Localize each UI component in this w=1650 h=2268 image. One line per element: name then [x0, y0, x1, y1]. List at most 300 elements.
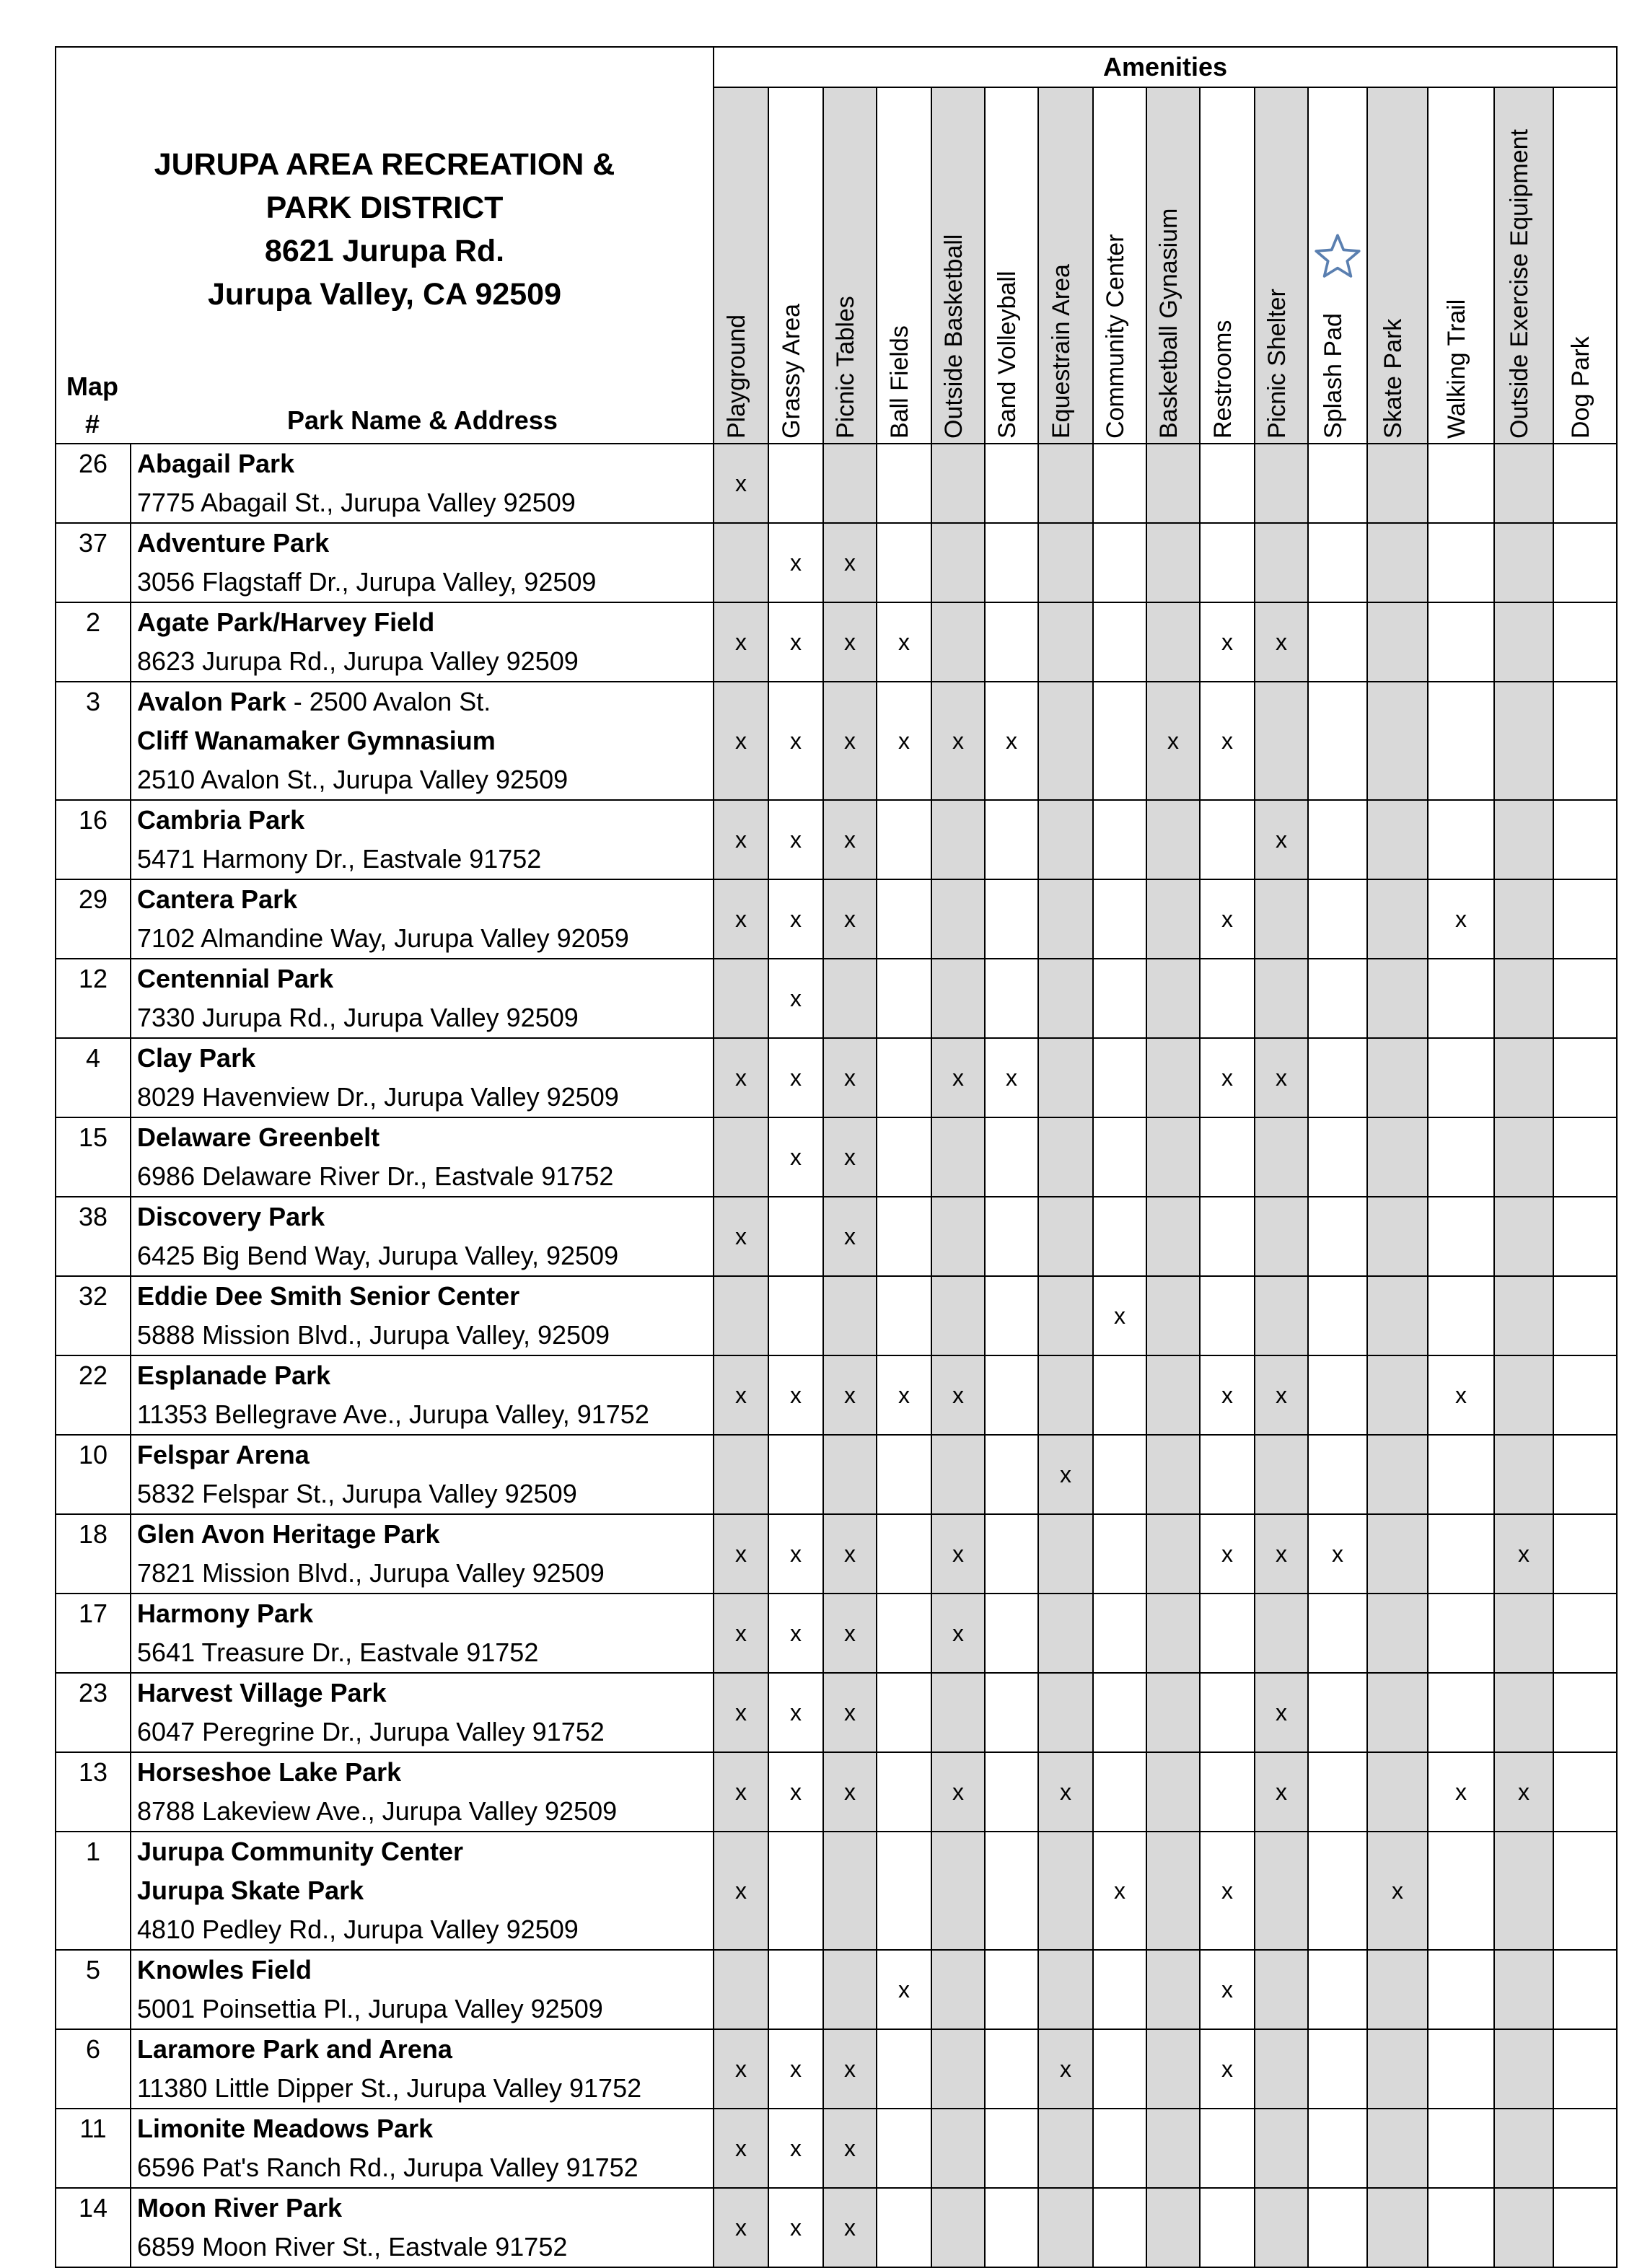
district-header: [56, 47, 714, 444]
amenity-cell: [768, 879, 823, 959]
amenity-cell: [1428, 1673, 1494, 1752]
table-row: [56, 2109, 1617, 2188]
amenity-cell: [1093, 602, 1146, 682]
amenity-cell: [714, 523, 768, 602]
amenity-mark: x: [735, 1778, 747, 1805]
amenity-mark: x: [844, 905, 856, 932]
column-label: Splash Pad: [1320, 313, 1347, 439]
amenity-cell: [1553, 879, 1617, 959]
amenity-cell: [1146, 1197, 1200, 1276]
amenity-cell: [1428, 879, 1494, 959]
amenity-mark: x: [1114, 1877, 1125, 1904]
table-row: [56, 1752, 1617, 1832]
amenities-document: [55, 46, 1616, 2268]
park-name-address: [131, 1950, 714, 2029]
name-line: [137, 1951, 713, 1990]
amenity-cell: [1367, 1832, 1428, 1950]
amenity-cell: [1367, 1197, 1428, 1276]
amenity-cell: [1200, 959, 1255, 1038]
amenity-cell: [768, 2029, 823, 2109]
amenity-cell: [1255, 1435, 1308, 1514]
amenity-cell: [714, 1197, 768, 1276]
amenity-cell: [1146, 959, 1200, 1038]
amenity-cell: [714, 444, 768, 523]
amenity-cell: [985, 800, 1038, 879]
amenity-cell: [1553, 2188, 1617, 2267]
amenity-cell: [1308, 682, 1367, 800]
amenity-mark: x: [735, 1540, 747, 1567]
amenity-cell: [1200, 1038, 1255, 1117]
amenity-cell: [823, 1673, 877, 1752]
amenity-cell: [985, 1950, 1038, 2029]
name-line: [137, 563, 713, 602]
amenity-cell: [1494, 1197, 1553, 1276]
amenity-cell: [1553, 959, 1617, 1038]
amenity-cell: [1367, 1117, 1428, 1197]
amenity-cell: [931, 1514, 985, 1594]
amenity-cell: [931, 800, 985, 879]
park-address: 5471 Harmony Dr., Eastvale 91752: [137, 844, 542, 874]
amenity-cell: [823, 1594, 877, 1673]
map-number: 23: [56, 1673, 131, 1752]
amenity-cell: [768, 682, 823, 800]
amenity-mark: x: [1221, 905, 1233, 932]
amenity-mark: x: [1167, 727, 1179, 754]
amenity-cell: [714, 1752, 768, 1832]
amenity-cell: [714, 682, 768, 800]
map-number: 29: [56, 879, 131, 959]
park-name: Discovery Park: [137, 1202, 325, 1231]
amenity-cell: [768, 1117, 823, 1197]
amenity-mark: x: [844, 2055, 856, 2082]
amenity-cell: [768, 1355, 823, 1435]
name-line: [137, 1792, 713, 1831]
name-line: [137, 2228, 713, 2267]
table-row: [56, 1832, 1617, 1950]
amenity-cell: [877, 682, 931, 800]
park-name-address: [131, 800, 714, 879]
map-number: 32: [56, 1276, 131, 1355]
amenity-cell: [1200, 602, 1255, 682]
amenity-mark: x: [790, 628, 802, 655]
amenity-cell: [1146, 1950, 1200, 2029]
amenity-cell: [1093, 2109, 1146, 2188]
name-line: [137, 1554, 713, 1593]
name-line: [137, 1277, 713, 1316]
map-number: 22: [56, 1355, 131, 1435]
map-number: 2: [56, 602, 131, 682]
column-header-walking-trail: [1428, 87, 1494, 444]
amenity-cell: [1038, 1594, 1093, 1673]
amenity-cell: [768, 602, 823, 682]
amenity-cell: [1308, 1038, 1367, 1117]
amenity-cell: [714, 1832, 768, 1950]
amenity-cell: [1428, 2109, 1494, 2188]
name-line: [137, 1713, 713, 1751]
column-label: Walking Trail: [1443, 299, 1470, 439]
amenity-cell: [985, 1276, 1038, 1355]
name-line: [137, 801, 713, 840]
amenity-cell: [1146, 800, 1200, 879]
amenity-cell: [1428, 2188, 1494, 2267]
amenity-cell: [1200, 1117, 1255, 1197]
amenity-mark: x: [735, 1223, 747, 1249]
amenity-cell: [1255, 1673, 1308, 1752]
park-name-address: [131, 1832, 714, 1950]
amenity-cell: [1428, 800, 1494, 879]
amenity-cell: [768, 444, 823, 523]
amenity-cell: [1367, 959, 1428, 1038]
park-name-address: [131, 1197, 714, 1276]
map-number: 16: [56, 800, 131, 879]
amenity-cell: [823, 1752, 877, 1832]
amenity-mark: x: [735, 727, 747, 754]
amenity-mark: x: [844, 2214, 856, 2241]
amenity-cell: [877, 523, 931, 602]
amenity-cell: [1146, 1594, 1200, 1673]
amenity-mark: x: [790, 2214, 802, 2241]
amenity-cell: [1428, 1752, 1494, 1832]
amenity-mark: x: [1392, 1877, 1403, 1904]
amenity-cell: [985, 2188, 1038, 2267]
amenity-cell: [1428, 1514, 1494, 1594]
name-line: [137, 1633, 713, 1672]
park-address: 6047 Peregrine Dr., Jurupa Valley 91752: [137, 1717, 605, 1746]
park-name: Delaware Greenbelt: [137, 1122, 380, 1152]
map-number-header: [66, 368, 118, 443]
name-line: [137, 1356, 713, 1395]
amenity-cell: [1255, 1276, 1308, 1355]
amenity-cell: [1038, 444, 1093, 523]
amenity-cell: [985, 1038, 1038, 1117]
amenity-cell: [985, 1752, 1038, 1832]
amenity-cell: [1093, 800, 1146, 879]
amenity-cell: [1308, 2029, 1367, 2109]
amenity-cell: [1428, 602, 1494, 682]
amenity-cell: [714, 1594, 768, 1673]
amenity-cell: [823, 879, 877, 959]
amenity-cell: [1255, 1355, 1308, 1435]
amenity-cell: [931, 602, 985, 682]
amenity-mark: x: [1006, 727, 1017, 754]
amenity-mark: x: [844, 1143, 856, 1170]
amenity-cell: [1093, 1276, 1146, 1355]
park-address: 11380 Little Dipper St., Jurupa Valley 91752: [137, 2073, 642, 2103]
park-name-address: [131, 602, 714, 682]
amenity-cell: [1428, 1950, 1494, 2029]
map-number: 18: [56, 1514, 131, 1594]
amenity-cell: [1494, 1038, 1553, 1117]
park-address: 3056 Flagstaff Dr., Jurupa Valley, 92509: [137, 567, 597, 597]
amenity-cell: [1200, 444, 1255, 523]
amenity-cell: [768, 2188, 823, 2267]
amenity-cell: [1038, 602, 1093, 682]
table-row: [56, 1435, 1617, 1514]
amenity-cell: [1146, 2188, 1200, 2267]
amenity-cell: [877, 1197, 931, 1276]
amenity-cell: [877, 1752, 931, 1832]
amenity-cell: [1146, 1038, 1200, 1117]
park-name: Limonite Meadows Park: [137, 2114, 434, 2143]
amenity-cell: [1255, 1514, 1308, 1594]
amenity-cell: [1494, 1435, 1553, 1514]
amenity-cell: [985, 1197, 1038, 1276]
amenity-cell: [823, 602, 877, 682]
amenity-cell: [1093, 2188, 1146, 2267]
amenity-cell: [768, 1950, 823, 2029]
amenity-cell: [1038, 1355, 1093, 1435]
park-name-address: [131, 523, 714, 602]
amenity-cell: [1093, 523, 1146, 602]
amenity-cell: [877, 602, 931, 682]
column-label: Outside Basketball: [940, 234, 967, 439]
amenity-mark: x: [735, 1699, 747, 1726]
amenity-cell: [1367, 800, 1428, 879]
park-name-address: [131, 1355, 714, 1435]
column-label: Equestrain Area: [1048, 264, 1075, 439]
amenity-cell: [877, 1514, 931, 1594]
amenity-cell: [931, 1038, 985, 1117]
amenity-cell: [1553, 1038, 1617, 1117]
amenity-mark: x: [844, 1699, 856, 1726]
amenity-cell: [1093, 1950, 1146, 2029]
amenity-cell: [823, 2029, 877, 2109]
amenity-cell: [1255, 1752, 1308, 1832]
park-address: 5001 Poinsettia Pl., Jurupa Valley 92509: [137, 1994, 603, 2023]
amenity-cell: [877, 1594, 931, 1673]
park-name-address: [131, 2188, 714, 2267]
amenity-cell: [1553, 800, 1617, 879]
park-address: 7330 Jurupa Rd., Jurupa Valley 92509: [137, 1003, 579, 1032]
table-row: [56, 523, 1617, 602]
amenity-cell: [1428, 1117, 1494, 1197]
park-name: Harmony Park: [137, 1599, 314, 1628]
column-label: Picnic Shelter: [1263, 289, 1291, 439]
amenity-cell: [1255, 959, 1308, 1038]
amenity-cell: [1255, 1832, 1308, 1950]
amenity-cell: [1308, 1752, 1367, 1832]
park-name: Clay Park: [137, 1043, 256, 1073]
amenity-mark: x: [844, 1778, 856, 1805]
amenity-mark: x: [735, 470, 747, 496]
amenity-cell: [1038, 682, 1093, 800]
park-address: 5641 Treasure Dr., Eastvale 91752: [137, 1638, 539, 1667]
amenity-cell: [768, 1832, 823, 1950]
park-name: Glen Avon Heritage Park: [137, 1519, 440, 1549]
amenity-mark: x: [790, 1540, 802, 1567]
map-number: 12: [56, 959, 131, 1038]
amenity-mark: x: [1060, 1778, 1071, 1805]
amenity-cell: [1200, 2109, 1255, 2188]
amenity-cell: [1553, 1594, 1617, 1673]
amenity-cell: [1038, 2188, 1093, 2267]
park-name: Jurupa Community Center: [137, 1837, 464, 1866]
amenity-cell: [1308, 1197, 1367, 1276]
amenity-cell: [931, 2188, 985, 2267]
amenity-cell: [877, 1673, 931, 1752]
amenity-cell: [1367, 682, 1428, 800]
amenity-cell: [1308, 1117, 1367, 1197]
amenity-cell: [1428, 2029, 1494, 2109]
column-header-picnic-tables: [823, 87, 877, 444]
park-name-address: [131, 1752, 714, 1832]
amenity-mark: x: [735, 2055, 747, 2082]
amenity-cell: [768, 1197, 823, 1276]
amenity-cell: [1428, 523, 1494, 602]
amenity-cell: [1255, 682, 1308, 800]
amenity-cell: [1093, 1038, 1146, 1117]
amenity-cell: [1494, 800, 1553, 879]
amenity-cell: [1146, 1752, 1200, 1832]
district-line: JURUPA AREA RECREATION &: [154, 147, 615, 182]
amenity-cell: [877, 1038, 931, 1117]
amenity-cell: [1494, 1355, 1553, 1435]
amenity-cell: [1093, 1435, 1146, 1514]
column-header-playground: [714, 87, 768, 444]
number-sign-label: #: [84, 409, 100, 439]
amenity-mark: x: [735, 1064, 747, 1091]
amenity-cell: [1146, 1832, 1200, 1950]
amenity-cell: [1146, 444, 1200, 523]
amenity-cell: [714, 2029, 768, 2109]
amenity-cell: [1494, 1950, 1553, 2029]
amenity-cell: [823, 1117, 877, 1197]
amenity-mark: x: [844, 1223, 856, 1249]
amenity-cell: [877, 444, 931, 523]
column-header-outside-exercise-equipment: [1494, 87, 1553, 444]
amenity-cell: [1200, 1435, 1255, 1514]
table-row: [56, 444, 1617, 523]
amenity-cell: [1146, 1435, 1200, 1514]
name-line: [137, 959, 713, 998]
amenity-cell: [823, 1950, 877, 2029]
amenity-cell: [823, 1435, 877, 1514]
amenity-cell: [768, 1276, 823, 1355]
park-name-address: [131, 1514, 714, 1594]
amenity-cell: [1200, 1197, 1255, 1276]
amenity-cell: [1494, 2029, 1553, 2109]
amenity-cell: [1553, 1752, 1617, 1832]
amenity-cell: [1494, 1673, 1553, 1752]
map-number: 14: [56, 2188, 131, 2267]
map-number: 1: [56, 1832, 131, 1950]
park-name-address: [131, 1673, 714, 1752]
amenity-cell: [931, 1950, 985, 2029]
amenity-mark: x: [735, 826, 747, 853]
name-line: [137, 1395, 713, 1434]
name-line: [137, 1039, 713, 1078]
amenity-cell: [931, 1832, 985, 1950]
amenity-cell: [1200, 1950, 1255, 2029]
star-icon: [1313, 232, 1362, 281]
column-header-picnic-shelter: [1255, 87, 1308, 444]
park-name-address: [131, 1435, 714, 1514]
amenity-cell: [985, 602, 1038, 682]
amenity-cell: [1093, 1355, 1146, 1435]
amenity-cell: [1428, 1276, 1494, 1355]
amenity-mark: x: [1276, 826, 1287, 853]
amenity-cell: [1494, 523, 1553, 602]
name-line: [137, 1832, 713, 1871]
name-line: [137, 524, 713, 563]
amenity-cell: [1038, 800, 1093, 879]
amenity-cell: [1367, 523, 1428, 602]
amenity-cell: [1308, 523, 1367, 602]
amenity-cell: [1093, 1752, 1146, 1832]
amenity-cell: [1200, 1594, 1255, 1673]
amenity-mark: x: [735, 905, 747, 932]
amenity-cell: [1553, 1117, 1617, 1197]
table-row: [56, 1355, 1617, 1435]
column-label: Dog Park: [1567, 336, 1595, 439]
name-line: [137, 603, 713, 642]
amenity-mark: x: [1276, 1699, 1287, 1726]
amenity-cell: [1146, 1673, 1200, 1752]
park-name-address: [131, 1038, 714, 1117]
amenity-cell: [823, 523, 877, 602]
park-name: Laramore Park and Arena: [137, 2034, 452, 2064]
park-name-header: Park Name & Address: [287, 405, 558, 435]
park-name-address: [131, 682, 714, 800]
amenity-cell: [1308, 1950, 1367, 2029]
map-number: 38: [56, 1197, 131, 1276]
park-address: 7102 Almandine Way, Jurupa Valley 92059: [137, 923, 629, 953]
name-line: [137, 1990, 713, 2029]
amenity-mark: x: [1276, 1540, 1287, 1567]
name-line: [137, 1118, 713, 1157]
name-line: [137, 642, 713, 681]
park-name-address: [131, 1117, 714, 1197]
table-row: [56, 1197, 1617, 1276]
amenity-cell: [931, 1594, 985, 1673]
amenity-cell: [1093, 1594, 1146, 1673]
amenity-cell: [1200, 1276, 1255, 1355]
amenity-cell: [1494, 1594, 1553, 1673]
amenity-cell: [1367, 1276, 1428, 1355]
amenity-mark: x: [790, 2055, 802, 2082]
amenity-cell: [1428, 444, 1494, 523]
name-line: [137, 2069, 713, 2108]
amenity-cell: [1038, 1673, 1093, 1752]
amenity-cell: [931, 1117, 985, 1197]
amenity-cell: [1093, 1117, 1146, 1197]
amenity-cell: [1367, 1038, 1428, 1117]
column-header-ball-fields: [877, 87, 931, 444]
table-row: [56, 1950, 1617, 2029]
amenity-cell: [1093, 1514, 1146, 1594]
amenity-cell: [714, 1950, 768, 2029]
amenity-cell: [931, 1276, 985, 1355]
amenity-cell: [1308, 602, 1367, 682]
park-name-address: [131, 2029, 714, 2109]
amenity-cell: [1038, 1038, 1093, 1117]
amenity-cell: [1367, 2188, 1428, 2267]
amenity-mark: x: [844, 1619, 856, 1646]
column-label: Ball Fields: [886, 325, 913, 439]
park-address: 6986 Delaware River Dr., Eastvale 91752: [137, 1161, 614, 1191]
amenity-cell: [1553, 1832, 1617, 1950]
park-name: Cliff Wanamaker Gymnasium: [137, 726, 496, 755]
amenity-cell: [1367, 602, 1428, 682]
table-row: [56, 1594, 1617, 1673]
amenity-cell: [714, 1355, 768, 1435]
amenity-cell: [1200, 523, 1255, 602]
park-name: Horseshoe Lake Park: [137, 1757, 402, 1787]
amenity-mark: x: [1060, 1461, 1071, 1487]
amenity-cell: [714, 1276, 768, 1355]
amenity-cell: [1308, 2188, 1367, 2267]
amenity-mark: x: [898, 727, 910, 754]
